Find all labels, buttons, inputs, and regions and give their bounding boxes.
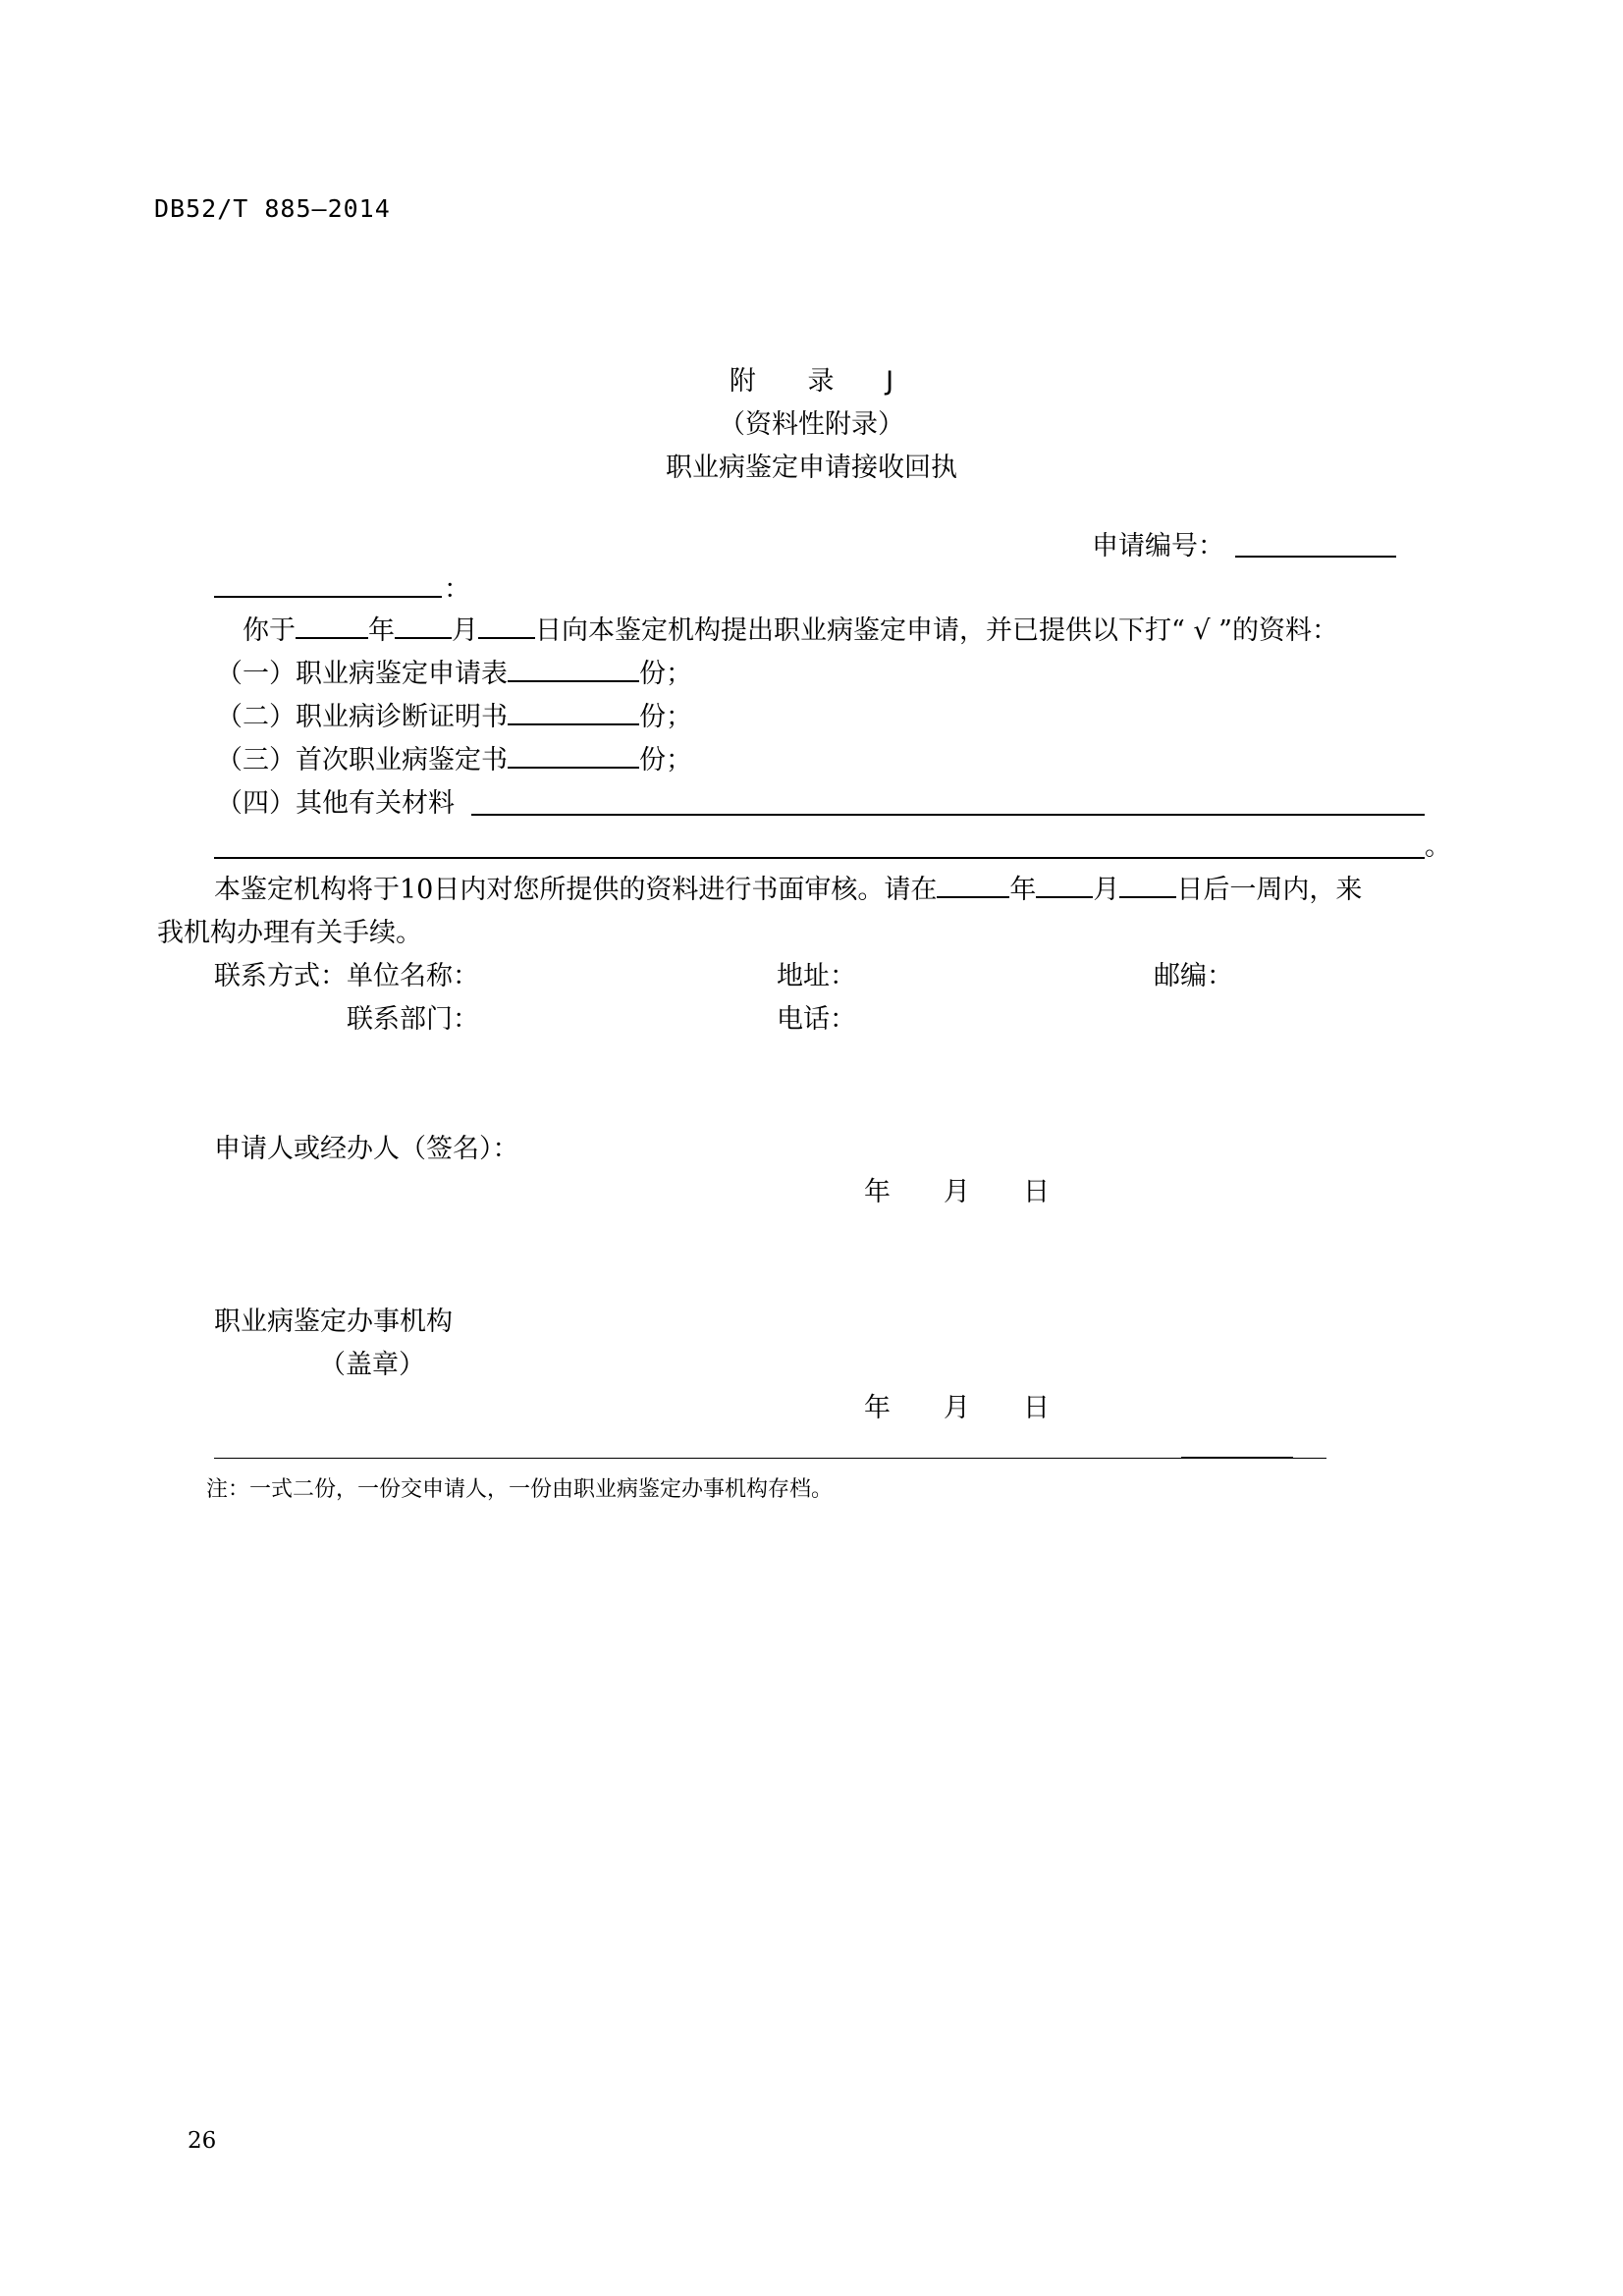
postcode-label: 邮编： xyxy=(1154,961,1233,991)
visit-day-field[interactable] xyxy=(1119,871,1176,898)
item-unit: 份； xyxy=(639,659,692,689)
item-4-end: 。 xyxy=(1425,831,1451,862)
item-count-field[interactable] xyxy=(508,698,639,725)
para1-rest: 日向本鉴定机构提出职业病鉴定申请，并已提供以下打“ √ ”的资料： xyxy=(535,615,1338,646)
seal-date: 年 月 日 xyxy=(864,1393,1050,1423)
submit-day-field[interactable] xyxy=(478,612,535,639)
paragraph-2 xyxy=(214,868,1362,906)
seal-label: （盖章） xyxy=(319,1350,425,1380)
submit-year-field[interactable] xyxy=(296,612,368,639)
para1-month: 月 xyxy=(452,615,478,646)
list-item xyxy=(216,652,692,690)
note-divider-accent xyxy=(1181,1457,1293,1459)
paragraph-2-line-2: 我机构办理有关手续。 xyxy=(157,918,422,948)
item-label: （一）职业病鉴定申请表 xyxy=(216,659,508,689)
item-label: （二）职业病诊断证明书 xyxy=(216,702,508,732)
office-label: 职业病鉴定办事机构 xyxy=(214,1307,453,1337)
page-number: 26 xyxy=(188,2128,217,2154)
para2-rest: 日后一周内，来 xyxy=(1176,875,1363,905)
addressee-colon: ： xyxy=(444,574,470,605)
department-label: 联系部门： xyxy=(347,1004,479,1035)
note-divider xyxy=(214,1458,1326,1459)
list-item xyxy=(216,695,692,733)
signature-date: 年 月 日 xyxy=(864,1177,1050,1207)
application-number-field[interactable] xyxy=(1235,556,1396,558)
other-materials-field[interactable] xyxy=(471,814,1425,816)
addressee-field[interactable] xyxy=(214,596,442,598)
appendix-title: 附 录 J xyxy=(729,366,916,397)
item-count-field[interactable] xyxy=(508,741,639,769)
applicant-signature-label: 申请人或经办人（签名）： xyxy=(214,1134,519,1164)
submit-month-field[interactable] xyxy=(395,612,452,639)
para2-month: 月 xyxy=(1093,875,1120,905)
paragraph-1 xyxy=(243,609,1338,647)
item-4-label: （四）其他有关材料 xyxy=(216,788,455,819)
item-unit: 份； xyxy=(639,702,692,732)
para1-year: 年 xyxy=(368,615,395,646)
form-title: 职业病鉴定申请接收回执 xyxy=(666,453,957,483)
para2-prefix: 本鉴定机构将于10日内对您所提供的资料进行书面审核。请在 xyxy=(214,875,938,905)
para2-year: 年 xyxy=(1009,875,1037,905)
visit-month-field[interactable] xyxy=(1036,871,1093,898)
application-number-label: 申请编号： xyxy=(1092,531,1224,561)
address-label: 地址： xyxy=(777,961,856,991)
other-materials-field-line2[interactable] xyxy=(214,857,1425,859)
phone-label: 电话： xyxy=(777,1004,856,1035)
item-unit: 份； xyxy=(639,745,692,775)
contact-unit-label: 联系方式：单位名称： xyxy=(214,961,479,991)
item-count-field[interactable] xyxy=(508,655,639,682)
standard-code: DB52/T 885—2014 xyxy=(154,194,391,223)
item-label: （三）首次职业病鉴定书 xyxy=(216,745,508,775)
appendix-nature: （资料性附录） xyxy=(719,409,904,440)
list-item xyxy=(216,738,692,776)
footnote: 注：一式二份，一份交申请人，一份由职业病鉴定办事机构存档。 xyxy=(206,1477,834,1502)
visit-year-field[interactable] xyxy=(937,871,1009,898)
para1-prefix: 你于 xyxy=(243,615,296,646)
